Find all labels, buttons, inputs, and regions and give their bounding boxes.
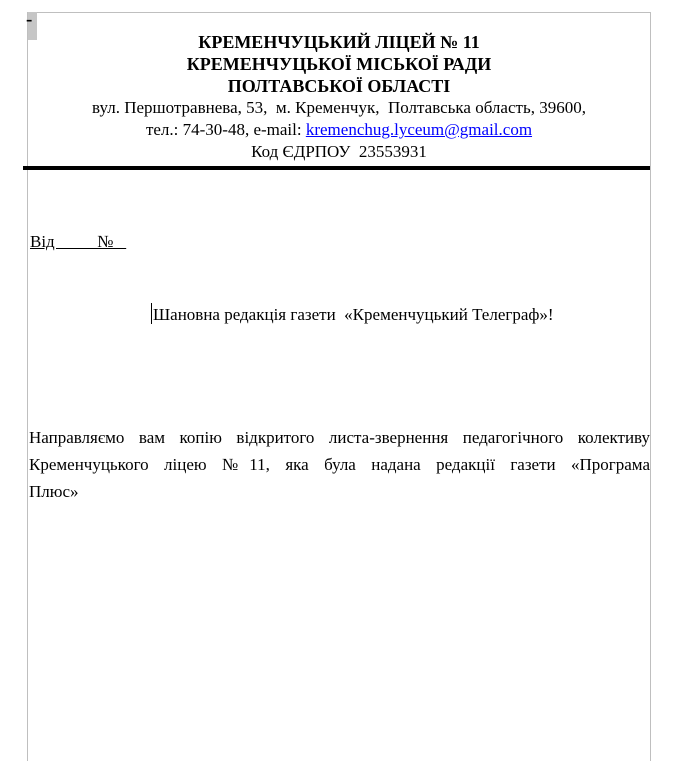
org-edrpou-line: Код ЄДРПОУ 23553931 [251,142,427,161]
body-line-1: Направляємо вам копію відкритого листа-звернення педагогічного колективу [29,428,650,447]
text-cursor [151,303,152,324]
letterhead-divider-rule [23,166,650,170]
body-line-2: Кременчуцького ліцею №11, яка була надана редакції газети «Програма [29,455,650,474]
body-line-3: Плюс» [29,482,79,501]
email-link[interactable]: kremenchug.lyceum@gmail.com [305,120,533,139]
letterhead [28,31,650,163]
org-name-line2: КРЕМЕНЧУЦЬКОЇ МІСЬКОЇ РАДИ [186,54,492,74]
greeting-line: Шановна редакція газети «Кременчуцький Телеграф»! [153,305,554,324]
org-address-line: вул. Першотравнева, 53, м. Кременчук, Полтавська область, 39600, [92,98,586,117]
body-paragraph [29,424,650,505]
org-name-line1: КРЕМЕНЧУЦЬКИЙ ЛІЦЕЙ № 11 [198,32,480,52]
reference-line-text: Від № [30,232,127,251]
reference-line [30,232,126,252]
org-contact-line [28,119,650,141]
org-name-line3: ПОЛТАВСЬКОЇ ОБЛАСТІ [227,76,451,96]
text-boundary-right [650,12,651,761]
dash-character: - [26,9,33,30]
contact-prefix: тел.: 74-30-48, e-mail: [145,120,306,139]
text-boundary-top [27,12,651,13]
